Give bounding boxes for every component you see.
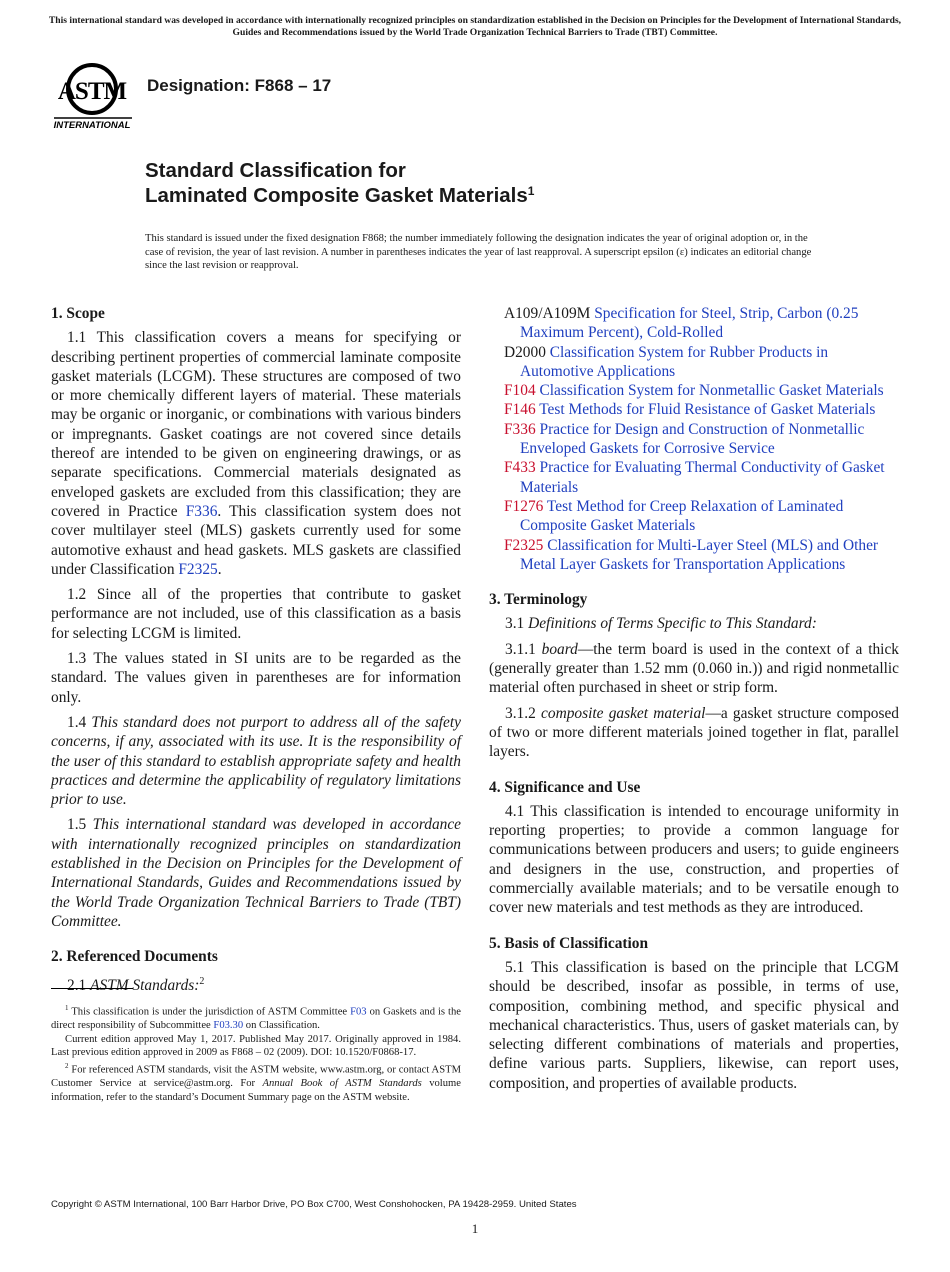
terminology-heading: 3. Terminology (489, 591, 588, 609)
scope-para-1-1: 1.1 This classification covers a means for specifying or describing pertinent properties of commercial laminate composite gasket materials (LCGM). These structures are composed of two or more chemically different layers of material. These materials may be organic or inorganic, or combinations with various binders or impregnants. Gasket coatings are not covered since details thereof are intended to be given on engineering drawings, or as separate specifications. Commercial materials designated as enveloped gaskets are excluded from this classification; they are covered in Practice F336. This classification system does not cover multilayer steel (MLS) gaskets currently used for some automotive exhaust and head gaskets. MLS gaskets are classified under Classification F2325. (51, 329, 462, 578)
ref-link-f336[interactable]: F336 (185, 502, 218, 520)
ref-title-link[interactable]: Practice for Design and Construction of Nonmetallic Enveloped Gaskets for Corrosive Service (520, 420, 865, 458)
document-title (145, 158, 534, 208)
scope-para-1-4: 1.4 This standard does not purport to address all of the safety concerns, if any, associated with its use. It is the responsibility of the user of this standard to establish appropriate safety and health practices and determine the applicability of regulatory limitations prior to use. (51, 713, 461, 809)
terminology-para-3-1: 3.1 Definitions of Terms Specific to This Standard: (505, 615, 817, 633)
footnotes (51, 1002, 461, 1104)
scope-heading: 1. Scope (51, 305, 105, 322)
right-column (489, 304, 899, 1099)
footnote-2: $^2$ For referenced ASTM standards, visit the ASTM website, www.astm.org, or contact ASTM Customer Service at service@astm.org. For Annual Book of ASTM Standards volume information, refer to the standard’s Document Summary page on the ASTM website. (51, 1061, 461, 1103)
designation: Designation: F868 – 17 (147, 76, 332, 95)
references-heading: 2. Referenced Documents (51, 948, 218, 966)
basis-heading: 5. Basis of Classification (489, 934, 649, 952)
logo-org: INTERNATIONAL (53, 120, 131, 131)
ref-item-d2000: D2000 Classification System for Rubber Products in Automotive Applications (504, 343, 829, 380)
ref-title-link[interactable]: Classification System for Rubber Products in Automotive Applications (520, 343, 829, 380)
ref-item-f146: F146 Test Methods for Fluid Resistance of Gasket Materials (504, 401, 876, 419)
footnote-1-edition: Current edition approved May 1, 2017. Published May 2017. Originally approved in 1984. Last previous edition approved in 2009 as F868 – 02 (2009). DOI: 10.1520/F0868-17. (51, 1033, 461, 1059)
top-notice: This international standard was developed in accordance with internationally recognized principles on standardization established in the Decision on Principles for the Development of International Standards, Guides and Recommendations issued by the World Trade Organization Technical Barriers to Trade (TBT) Committee. (48, 15, 902, 38)
ref-item-a109: A109/A109M Specification for Steel, Strip, Carbon (0.25 Maximum Percent), Cold-Rolled (504, 305, 859, 342)
scope-para-1-2: 1.2 Since all of the properties that contribute to gasket performance are not included, use of this classification as a basis for selecting LCGM is limited. (51, 586, 461, 642)
left-column (51, 304, 461, 1001)
significance-para-4-1: 4.1 This classification is intended to encourage uniformity in reporting properties; to provide a common language for communications between producers and users; to guide engineers and designers in the use, construction, and properties of commercially available materials; and to be versatile enough to cover new materials and test methods as they are introduced. (489, 802, 899, 917)
astm-logo (52, 58, 136, 134)
terminology-para-3-1-2: 3.1.2 composite gasket material—a gasket structure composed of two or more different materials joined together in flat, parallel layers. (489, 704, 899, 761)
terminology-para-3-1-1: 3.1.1 board—the term board is used in the context of a thick (generally greater than 1.52 mm (0.060 in.)) and rigid nonmetallic material often purchased in sheet or strip form. (489, 640, 899, 697)
significance-heading: 4. Significance and Use (489, 778, 641, 796)
title-footnote-marker: 1 (527, 184, 535, 198)
basis-para-5-1: 5.1 This classification is based on the principle that LCGM should be described, insofar as possible, in terms of use, composition, combining method, and specific physical and mechanical characteristics. Thus, users of gasket materials can, by selecting different combinations of materials and properties, define various parts. Suppliers, likewise, can report uses, composition, and properties of available products. (489, 958, 899, 1092)
ref-item-f2325: F2325 Classification for Multi-Layer Steel (MLS) and Other Metal Layer Gaskets for Transportation Applications (504, 536, 879, 573)
ref-item-f433: F433 Practice for Evaluating Thermal Conductivity of Gasket Materials (504, 459, 885, 496)
ref-title-link[interactable]: Test Methods for Fluid Resistance of Gasket Materials (539, 401, 876, 419)
ref-item-f336: F336 Practice for Design and Construction of Nonmetallic Enveloped Gaskets for Corrosive Service (504, 420, 865, 458)
scope-para-1-5: 1.5 This international standard was developed in accordance with internationally recognized principles on standardization established in the Decision on Principles for the Development of International Standards, Guides and Recommendations issued by the World Trade Organization Technical Barriers to Trade (TBT) Committee. (51, 816, 461, 930)
logo-letters: ASTM (57, 78, 127, 105)
ref-title-link[interactable]: Classification System for Nonmetallic Gasket Materials (539, 382, 884, 400)
ref-title-link[interactable]: Specification for Steel, Strip, Carbon (0.25 Maximum Percent), Cold-Rolled (520, 305, 859, 342)
ref-item-f104: F104 Classification System for Nonmetallic Gasket Materials (504, 382, 884, 400)
references-para-2-1: 2.1 ASTM Standards:$^2$ (67, 975, 205, 994)
title-line-2: Laminated Composite Gasket Materials (145, 184, 528, 207)
ref-link-f03-30[interactable]: F03.30 (213, 1020, 244, 1032)
ref-link-f2325[interactable]: F2325 (178, 560, 218, 578)
ref-item-f1276: F1276 Test Method for Creep Relaxation of Laminated Composite Gasket Materials (504, 497, 844, 535)
ref-link-f03[interactable]: F03 (350, 1006, 367, 1018)
footnote-rule (51, 988, 133, 989)
ref-title-link[interactable]: Test Method for Creep Relaxation of Laminated Composite Gasket Materials (520, 497, 844, 535)
copyright-notice: Copyright © ASTM International, 100 Barr Harbor Drive, PO Box C700, West Conshohocken, PA 19428-2959. United States (51, 1199, 577, 1210)
issuance-statement: This standard is issued under the fixed designation F868; the number immediately following the designation indicates the year of original adoption or, in the case of revision, the year of last revision. A number in parentheses indicates the year of last reapproval. A superscript epsilon (ε) indicates an editorial change since the last revision or reapproval. (145, 233, 812, 271)
footnote-1: $^1$ This classification is under the jurisdiction of ASTM Committee F03 on Gaskets and is the direct responsibility of Subcommittee F03.30 on Classification. (51, 1004, 461, 1032)
title-line-1: Standard Classification for (145, 159, 406, 182)
ref-title-link[interactable]: Practice for Evaluating Thermal Conductivity of Gasket Materials (520, 459, 885, 496)
page-number: 1 (471, 1221, 479, 1236)
referenced-standards-list (489, 304, 899, 574)
scope-para-1-3: 1.3 The values stated in SI units are to be regarded as the standard. The values given in parentheses are for information only. (51, 650, 461, 706)
ref-title-link[interactable]: Classification for Multi-Layer Steel (MLS) and Other Metal Layer Gaskets for Transportation Applications (520, 536, 879, 573)
